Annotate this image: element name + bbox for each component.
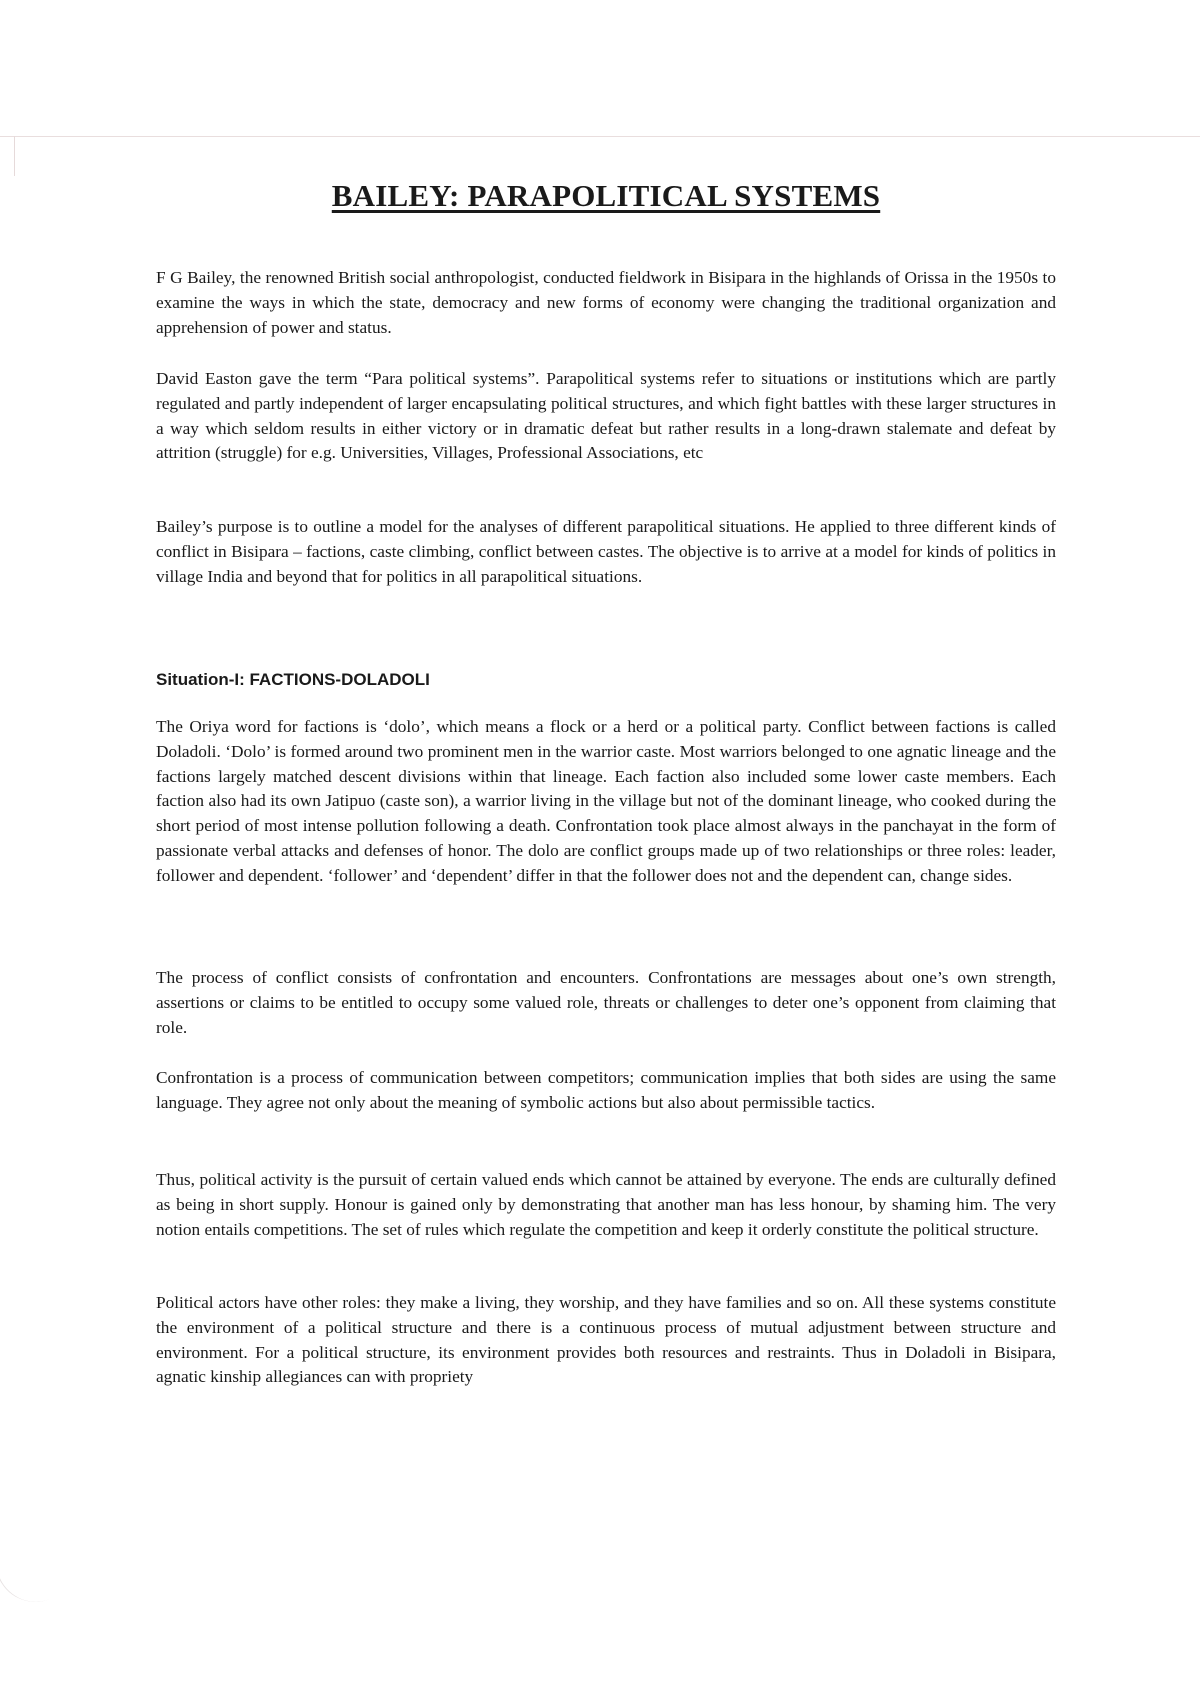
section-heading: Situation-I: FACTIONS-DOLADOLI — [156, 670, 430, 689]
scan-left-edge — [14, 136, 15, 176]
paragraph-easton: David Easton gave the term “Para political systems”. Parapolitical systems refer to situations or institutions which are partly regulated and partly independent of larger encapsulating political structures, and which fight battles with these larger structures in a way which seldom results in either victory or in dramatic defeat but rather results in a long-drawn stalemate and defeat by attrition (struggle) for e.g. Universities, Villages, Professional Associations, etc — [156, 369, 1056, 463]
paragraph-actors: Political actors have other roles: they make a living, they worship, and they have families and so on. All these systems constitute the environment of a political structure and there is a continuous process of mutual adjustment between structure and environment. For a political structure, its environment provides both resources and restraints. Thus in Doladoli in Bisipara, agnatic kinship allegiances can with propriety — [156, 1293, 1056, 1387]
paragraph-purpose: Bailey’s purpose is to outline a model for the analyses of different parapolitical situations. He applied to three different kinds of conflict in Bisipara – factions, caste climbing, conflict between castes. The objective is to arrive at a model for kinds of politics in village India and beyond that for politics in all parapolitical situations. — [156, 517, 1056, 586]
paragraph-communication: Confrontation is a process of communication between competitors; communication implies that both sides are using the same language. They agree not only about the meaning of symbolic actions but also about permissible tactics. — [156, 1068, 1056, 1112]
paragraph-activity: Thus, political activity is the pursuit of certain valued ends which cannot be attained by everyone. The ends are culturally defined as being in short supply. Honour is gained only by demonstrating that another man has less honour, by shaming him. The very notion entails competitions. The set of rules which regulate the competition and keep it orderly constitute the political structure. — [156, 1170, 1056, 1239]
paragraph-process: The process of conflict consists of confrontation and encounters. Confrontations are messages about one’s own strength, assertions or claims to be entitled to occupy some valued role, threats or challenges to deter one’s opponent from claiming that role. — [156, 968, 1056, 1037]
scan-corner-mark — [0, 1543, 50, 1613]
paragraph-intro: F G Bailey, the renowned British social anthropologist, conducted fieldwork in Bisipara in the highlands of Orissa in the 1950s to examine the ways in which the state, democracy and new forms of economy were changing the traditional organization and apprehension of power and status. — [156, 268, 1056, 337]
page-title: BAILEY: PARAPOLITICAL SYSTEMS — [331, 178, 881, 213]
paragraph-factions: The Oriya word for factions is ‘dolo’, which means a flock or a herd or a political party. Conflict between factions is called Doladoli. ‘Dolo’ is formed around two prominent men in the warrior caste. Most warriors belonged to one agnatic lineage and the factions largely matched descent divisions within that lineage. Each faction also included some lower caste members. Each faction also had its own Jatipuo (caste son), a warrior living in the village but not of the dominant lineage, who cooked during the short period of most intense pollution following a death. Confrontation took place almost always in the panchayat in the form of passionate verbal attacks and defenses of honor. The dolo are conflict groups made up of two relationships or three roles: leader, follower and dependent. ‘follower’ and ‘dependent’ differ in that the follower does not and the dependent can, change sides. — [156, 717, 1056, 885]
scan-top-edge — [0, 136, 1200, 137]
